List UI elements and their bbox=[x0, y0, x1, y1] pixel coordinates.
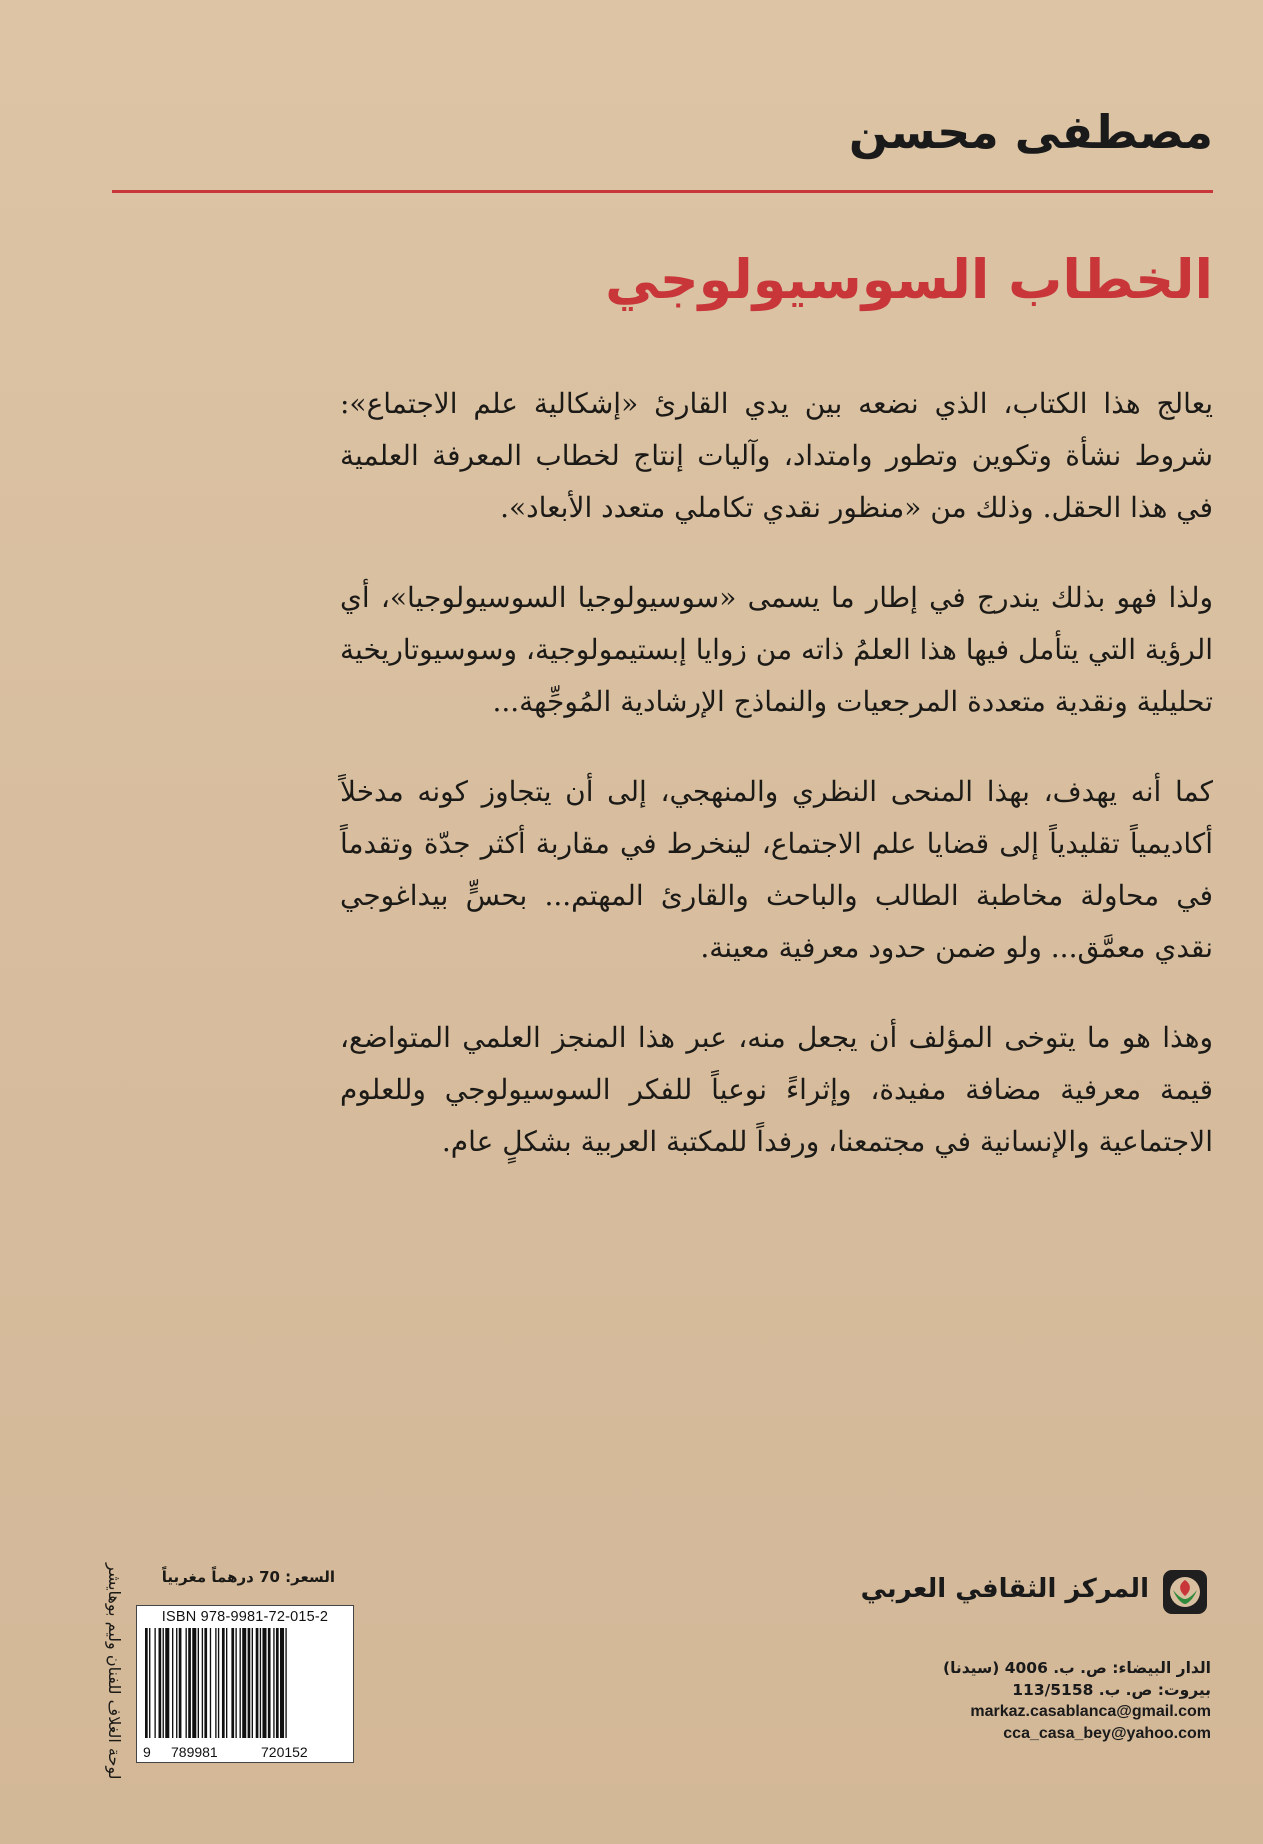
barcode-bar bbox=[256, 1628, 259, 1738]
barcode-bar bbox=[188, 1628, 191, 1738]
barcode-bar bbox=[202, 1628, 203, 1738]
author-name: مصطفى محسن bbox=[848, 105, 1213, 159]
barcode-bar bbox=[176, 1628, 177, 1738]
email-yahoo: cca_casa_bey@yahoo.com bbox=[1003, 1725, 1211, 1742]
barcode-bar bbox=[262, 1628, 266, 1738]
barcode-bar bbox=[159, 1628, 162, 1738]
title-divider-line bbox=[112, 190, 1213, 193]
barcode-bar bbox=[226, 1628, 227, 1738]
barcode-bar bbox=[252, 1628, 253, 1738]
barcode-bar bbox=[198, 1628, 199, 1738]
publisher-block bbox=[760, 1566, 1211, 1626]
barcode-bar bbox=[285, 1628, 286, 1738]
barcode-bar bbox=[231, 1628, 234, 1738]
barcode-bar bbox=[186, 1628, 187, 1738]
barcode-bar bbox=[268, 1628, 271, 1738]
isbn-label: ISBN 978-9981-72-015-2 bbox=[161, 1609, 329, 1625]
cover-art-credit: لوحة الغلاف للفنان وليم بوهايشر bbox=[105, 1563, 124, 1780]
barcode-bar bbox=[273, 1628, 274, 1738]
barcode-bars bbox=[143, 1628, 347, 1738]
barcode-bar bbox=[222, 1628, 225, 1738]
barcode-bar bbox=[154, 1628, 155, 1738]
barcode-digits bbox=[141, 1742, 349, 1760]
publisher-logo-icon bbox=[1159, 1566, 1211, 1618]
blurb-paragraph-4: وهذا هو ما يتوخى المؤلف أن يجعل منه، عبر هذا المنجز العلمي المتواضع، قيمة معرفية مضافة مفيدة، وإثراءً نوعياً للفكر السوسيولوجي وللعلوم الاجتماعية والإنسانية في مجتمعنا، ورفداً للمكتبة العربية بشكلٍ عام. bbox=[340, 1021, 1213, 1158]
blurb-paragraph-2: ولذا فهو بذلك يندرج في إطار ما يسمى «سوسيولوجيا السوسيولوجيا»، أي الرؤية التي يتأمل فيها هذا العلمُ ذاته من زوايا إبستيمولوجية، وسوسيوتاريخية تحليلية ونقدية متعددة المرجعيات والنماذج الإرشادية المُوجِّهة... bbox=[340, 581, 1213, 718]
barcode-bar bbox=[215, 1628, 216, 1738]
address-beirut: بيروت: ص. ب. 113/5158 bbox=[1012, 1681, 1211, 1699]
barcode-digit-group-1: 789981 bbox=[171, 1744, 218, 1760]
email-casablanca: markaz.casablanca@gmail.com bbox=[970, 1703, 1211, 1720]
blurb-paragraph-1: يعالج هذا الكتاب، الذي نضعه بين يدي القارئ «إشكالية علم الاجتماع»: شروط نشأة وتكوين وتطور وامتداد، وآليات إنتاج لخطاب المعرفة العلمية في هذا الحقل. وذلك من «منظور نقدي تكاملي متعدد الأبعاد». bbox=[340, 387, 1213, 524]
barcode-digit-group-2: 720152 bbox=[261, 1744, 308, 1760]
barcode-bar bbox=[163, 1628, 164, 1738]
barcode-bar bbox=[210, 1628, 211, 1738]
book-title: الخطاب السوسيولوجي bbox=[605, 248, 1213, 311]
barcode-bar bbox=[145, 1628, 148, 1738]
barcode-bar bbox=[218, 1628, 219, 1738]
barcode-bar bbox=[204, 1628, 207, 1738]
barcode-bar bbox=[276, 1628, 279, 1738]
barcode-bar bbox=[149, 1628, 150, 1738]
barcode-bar bbox=[179, 1628, 182, 1738]
barcode-bar bbox=[242, 1628, 246, 1738]
barcode-bar bbox=[248, 1628, 251, 1738]
barcode-bar bbox=[240, 1628, 241, 1738]
barcode-bar bbox=[165, 1628, 169, 1738]
blurb-text bbox=[340, 378, 1213, 1206]
publisher-name: المركز الثقافي العربي bbox=[860, 1574, 1149, 1604]
barcode-bar bbox=[192, 1628, 196, 1738]
barcode-digit-first: 9 bbox=[143, 1744, 151, 1760]
barcode-bar bbox=[235, 1628, 236, 1738]
isbn-barcode bbox=[136, 1605, 354, 1763]
barcode-bar bbox=[260, 1628, 261, 1738]
barcode-bar bbox=[280, 1628, 284, 1738]
blurb-paragraph-3: كما أنه يهدف، بهذا المنحى النظري والمنهجي، إلى أن يتجاوز كونه مدخلاً أكاديمياً تقليدياً إلى قضايا علم الاجتماع، لينخرط في مقاربة أكثر جدّة وتقدماً في محاولة مخاطبة الطالب والباحث والقارئ المهتم... بحسٍّ بيداغوجي نقدي معمَّق... ولو ضمن حدود معرفية معينة. bbox=[340, 775, 1214, 964]
barcode-bar bbox=[172, 1628, 173, 1738]
address-casablanca: الدار البيضاء: ص. ب. 4006 (سيدنا) bbox=[943, 1659, 1211, 1677]
price-label: السعر: 70 درهماً مغربياً bbox=[161, 1568, 335, 1586]
publisher-address bbox=[831, 1657, 1211, 1745]
